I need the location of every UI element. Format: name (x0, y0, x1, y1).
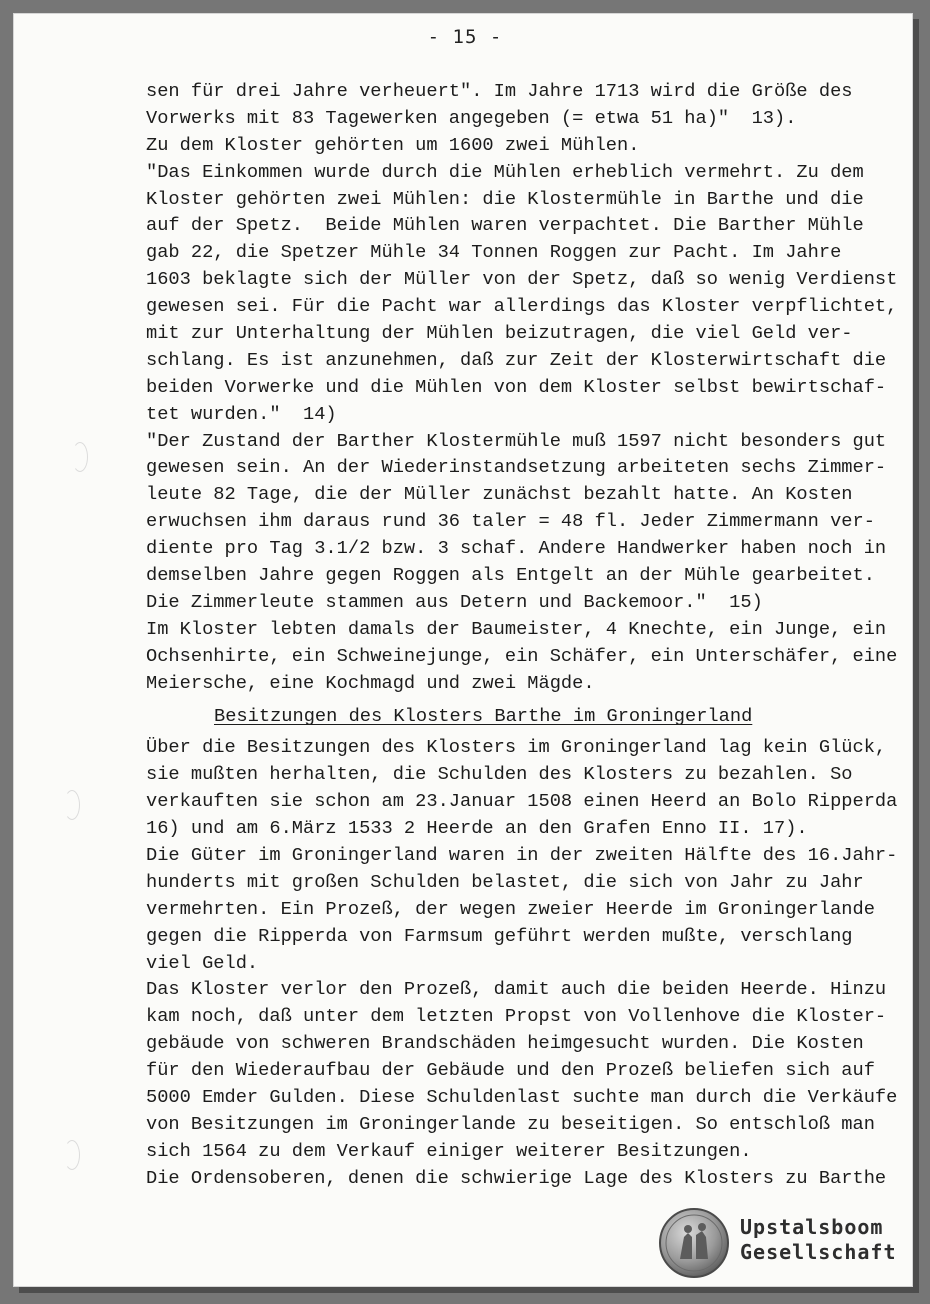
text-line: sen für drei Jahre verheuert". Im Jahre 1713 wird die Größe des (146, 80, 853, 102)
text-line: Das Kloster verlor den Prozeß, damit auch die beiden Heerde. Hinzu (146, 978, 887, 1001)
text-line: Die Ordensoberen, denen die schwierige Lage des Klosters zu Barthe (146, 1166, 887, 1189)
watermark-line-2: Gesellschaft (740, 1240, 897, 1264)
text-line: gegen die Ripperda von Farmsum geführt werden mußte, verschlang (146, 924, 853, 947)
text-line: Im Kloster lebten damals der Baumeister, 4 Knechte, ein Junge, ein (146, 617, 887, 640)
text-line: schlang. Es ist anzunehmen, daß zur Zeit der Klosterwirtschaft die (146, 348, 887, 371)
text-line: Die Zimmerleute stammen aus Detern und Backemoor." 15) (146, 590, 763, 613)
text-line: verkauften sie schon am 23.Januar 1508 einen Heerd an Bolo Ripperda (146, 790, 898, 813)
text-line: erwuchsen ihm daraus rund 36 taler = 48 fl. Jeder Zimmermann ver- (146, 510, 875, 533)
text-line: beiden Vorwerke und die Mühlen von dem Kloster selbst bewirtschaf- (146, 375, 887, 398)
text-line: von Besitzungen im Groningerlande zu beseitigen. So entschloß man (146, 1112, 875, 1135)
text-line: für den Wiederaufbau der Gebäude und den Prozeß beliefen sich auf (146, 1059, 875, 1082)
seal-icon (658, 1207, 730, 1279)
document-body (146, 78, 906, 1192)
text-line: auf der Spetz. Beide Mühlen waren verpachtet. Die Barther Mühle (146, 214, 864, 237)
text-line: gewesen sein. An der Wiederinstandsetzung arbeiteten sechs Zimmer- (146, 456, 887, 479)
text-line: sich 1564 zu dem Verkauf einiger weiterer Besitzungen. (146, 1139, 752, 1162)
text-line: sie mußten herhalten, die Schulden des Klosters zu bezahlen. So (146, 763, 853, 786)
text-line: diente pro Tag 3.1/2 bzw. 3 schaf. Andere Handwerker haben noch in (146, 537, 887, 560)
watermark-line-1: Upstalsboom (740, 1215, 884, 1239)
page-number: - 15 - (427, 26, 503, 48)
text-line: leute 82 Tage, die der Müller zunächst bezahlt hatte. An Kosten (146, 483, 853, 506)
text-line: tet wurden." 14) (146, 402, 337, 425)
text-line: "Das Einkommen wurde durch die Mühlen erheblich vermehrt. Zu dem (146, 160, 864, 183)
text-line: Die Güter im Groningerland waren in der zweiten Hälfte des 16.Jahr- (146, 843, 898, 866)
watermark-logo (658, 1207, 908, 1279)
text-line: gewesen sei. Für die Pacht war allerdings das Kloster verpflichtet, (146, 295, 898, 318)
text-line: viel Geld. (146, 951, 259, 974)
text-line: hunderts mit großen Schulden belastet, die sich von Jahr zu Jahr (146, 870, 864, 893)
text-line: 1603 beklagte sich der Müller von der Spetz, daß so wenig Verdienst (146, 268, 898, 291)
text-line: Zu dem Kloster gehörten um 1600 zwei Mühlen. (146, 133, 640, 156)
section-heading (146, 703, 906, 730)
section-heading-text: Besitzungen des Klosters Barthe im Groningerland (214, 705, 753, 728)
text-line: Ochsenhirte, ein Schweinejunge, ein Schäfer, ein Unterschäfer, eine (146, 644, 898, 667)
text-line: 16) und am 6.März 1533 2 Heerde an den Grafen Enno II. 17). (146, 817, 808, 840)
punch-hole-middle (64, 790, 80, 820)
text-line: gebäude von schweren Brandschäden heimgesucht wurden. Die Kosten (146, 1032, 864, 1055)
punch-hole-bottom (64, 1140, 80, 1170)
punch-hole-top (72, 442, 88, 472)
text-line: Über die Besitzungen des Klosters im Groningerland lag kein Glück, (146, 736, 887, 759)
text-line: Meiersche, eine Kochmagd und zwei Mägde. (146, 671, 595, 694)
text-block-before-heading (146, 78, 906, 696)
watermark-text (740, 1215, 910, 1265)
text-block-after-heading (146, 734, 906, 1191)
text-line: "Der Zustand der Barther Klostermühle muß 1597 nicht besonders gut (146, 429, 887, 452)
text-line: Vorwerks mit 83 Tagewerken angegeben (= etwa 51 ha)" 13). (146, 106, 797, 129)
text-line: Kloster gehörten zwei Mühlen: die Klostermühle in Barthe und die (146, 187, 864, 210)
text-line: kam noch, daß unter dem letzten Propst von Vollenhove die Kloster- (146, 1005, 887, 1028)
text-line: demselben Jahre gegen Roggen als Entgelt an der Mühle gearbeitet. (146, 564, 875, 587)
text-line: gab 22, die Spetzer Mühle 34 Tonnen Roggen zur Pacht. Im Jahre (146, 241, 842, 264)
text-line: mit zur Unterhaltung der Mühlen beizutragen, die viel Geld ver- (146, 322, 853, 345)
text-line: 5000 Emder Gulden. Diese Schuldenlast suchte man durch die Verkäufe (146, 1085, 898, 1108)
text-line: vermehrten. Ein Prozeß, der wegen zweier Heerde im Groningerlande (146, 897, 875, 920)
